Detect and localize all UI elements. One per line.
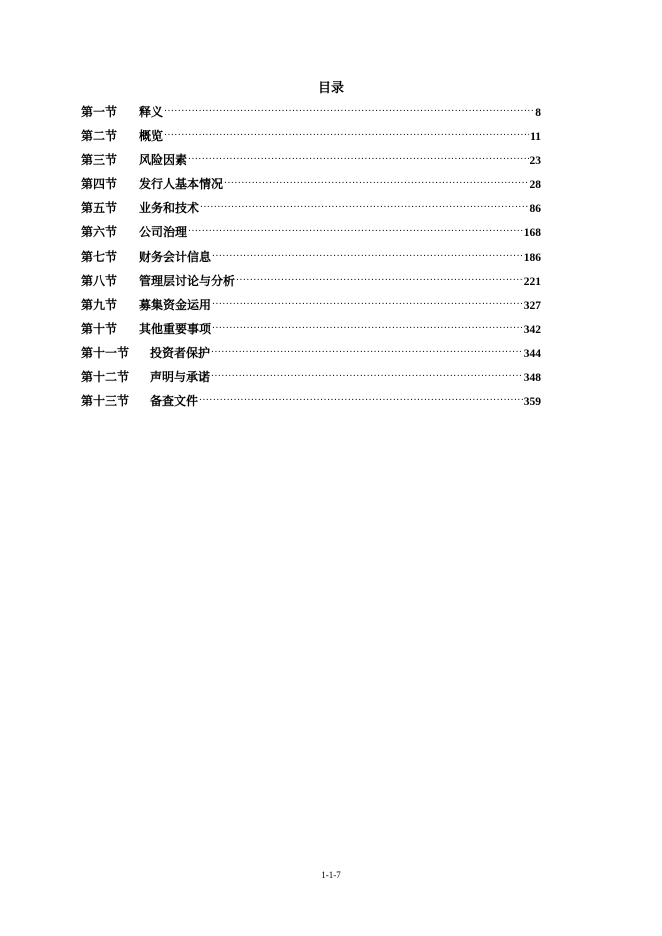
toc-entry[interactable]	[81, 152, 541, 176]
toc-chapter-number: 第一节	[81, 105, 118, 119]
toc-page-number: 86	[529, 203, 541, 216]
toc-chapter-title: 释义	[139, 105, 164, 119]
toc-entry[interactable]	[81, 345, 541, 369]
toc-chapter-number: 第二节	[81, 129, 118, 144]
toc-chapter-number: 第七节	[81, 249, 118, 264]
toc-chapter-number: 第八节	[81, 273, 118, 288]
toc-page-number: 168	[523, 227, 541, 240]
toc-chapter-title: 募集资金运用	[139, 297, 212, 312]
toc-chapter-number: 第十三节	[81, 394, 130, 409]
toc-chapter-title: 备查文件	[150, 394, 199, 409]
toc-dot-leader	[212, 249, 523, 261]
toc-entry[interactable]	[81, 128, 541, 152]
toc-entry[interactable]	[81, 321, 541, 345]
toc-dot-leader	[212, 321, 523, 333]
toc-entry[interactable]	[81, 224, 541, 248]
toc-page-number: 359	[523, 396, 541, 409]
toc-page-number: 221	[523, 275, 541, 288]
table-of-contents	[81, 104, 541, 417]
toc-page-number: 11	[530, 131, 541, 144]
toc-dot-leader	[188, 152, 528, 164]
toc-dot-leader	[164, 128, 529, 140]
toc-chapter-number: 第三节	[81, 153, 118, 168]
toc-page-number: 348	[523, 372, 541, 385]
toc-chapter-number: 第九节	[81, 297, 118, 312]
toc-dot-leader	[211, 345, 523, 357]
toc-dot-leader	[211, 369, 523, 381]
toc-entry[interactable]	[81, 104, 541, 128]
toc-entry[interactable]	[81, 273, 541, 297]
toc-chapter-number: 第十一节	[81, 345, 130, 360]
toc-entry[interactable]	[81, 297, 541, 321]
toc-entry[interactable]	[81, 393, 541, 417]
toc-page-number: 28	[529, 179, 541, 192]
toc-entry[interactable]	[81, 249, 541, 273]
toc-chapter-number: 第十二节	[81, 370, 130, 385]
toc-page-number: 342	[523, 323, 541, 336]
toc-chapter-title: 公司治理	[139, 225, 188, 240]
toc-entry[interactable]	[81, 176, 541, 200]
toc-entry[interactable]	[81, 369, 541, 393]
toc-chapter-number: 第十节	[81, 321, 118, 336]
toc-dot-leader	[236, 273, 523, 285]
toc-dot-leader	[188, 224, 523, 236]
toc-entry[interactable]	[81, 200, 541, 224]
toc-chapter-title: 声明与承诺	[150, 370, 211, 385]
toc-page-number: 327	[523, 299, 541, 312]
toc-dot-leader	[200, 200, 528, 212]
toc-chapter-number: 第六节	[81, 225, 118, 240]
toc-page-number: 186	[523, 251, 541, 264]
toc-chapter-title: 投资者保护	[150, 345, 211, 360]
toc-chapter-title: 风险因素	[139, 153, 188, 168]
toc-dot-leader	[164, 104, 534, 116]
toc-chapter-title: 概览	[139, 129, 164, 144]
toc-chapter-title: 其他重要事项	[139, 321, 212, 336]
page-title: 目录	[317, 81, 344, 96]
toc-page-number: 23	[529, 155, 541, 168]
toc-page-number: 344	[523, 347, 541, 360]
toc-chapter-title: 管理层讨论与分析	[139, 273, 236, 288]
toc-dot-leader	[224, 176, 528, 188]
toc-chapter-number: 第五节	[81, 201, 118, 216]
toc-dot-leader	[199, 393, 523, 405]
toc-chapter-title: 发行人基本情况	[139, 177, 224, 192]
toc-chapter-number: 第四节	[81, 177, 118, 192]
page-number-footer: 1-1-7	[321, 870, 341, 880]
toc-chapter-title: 业务和技术	[139, 201, 200, 216]
toc-page-number: 8	[535, 107, 541, 119]
toc-dot-leader	[212, 297, 523, 309]
toc-chapter-title: 财务会计信息	[139, 249, 212, 264]
